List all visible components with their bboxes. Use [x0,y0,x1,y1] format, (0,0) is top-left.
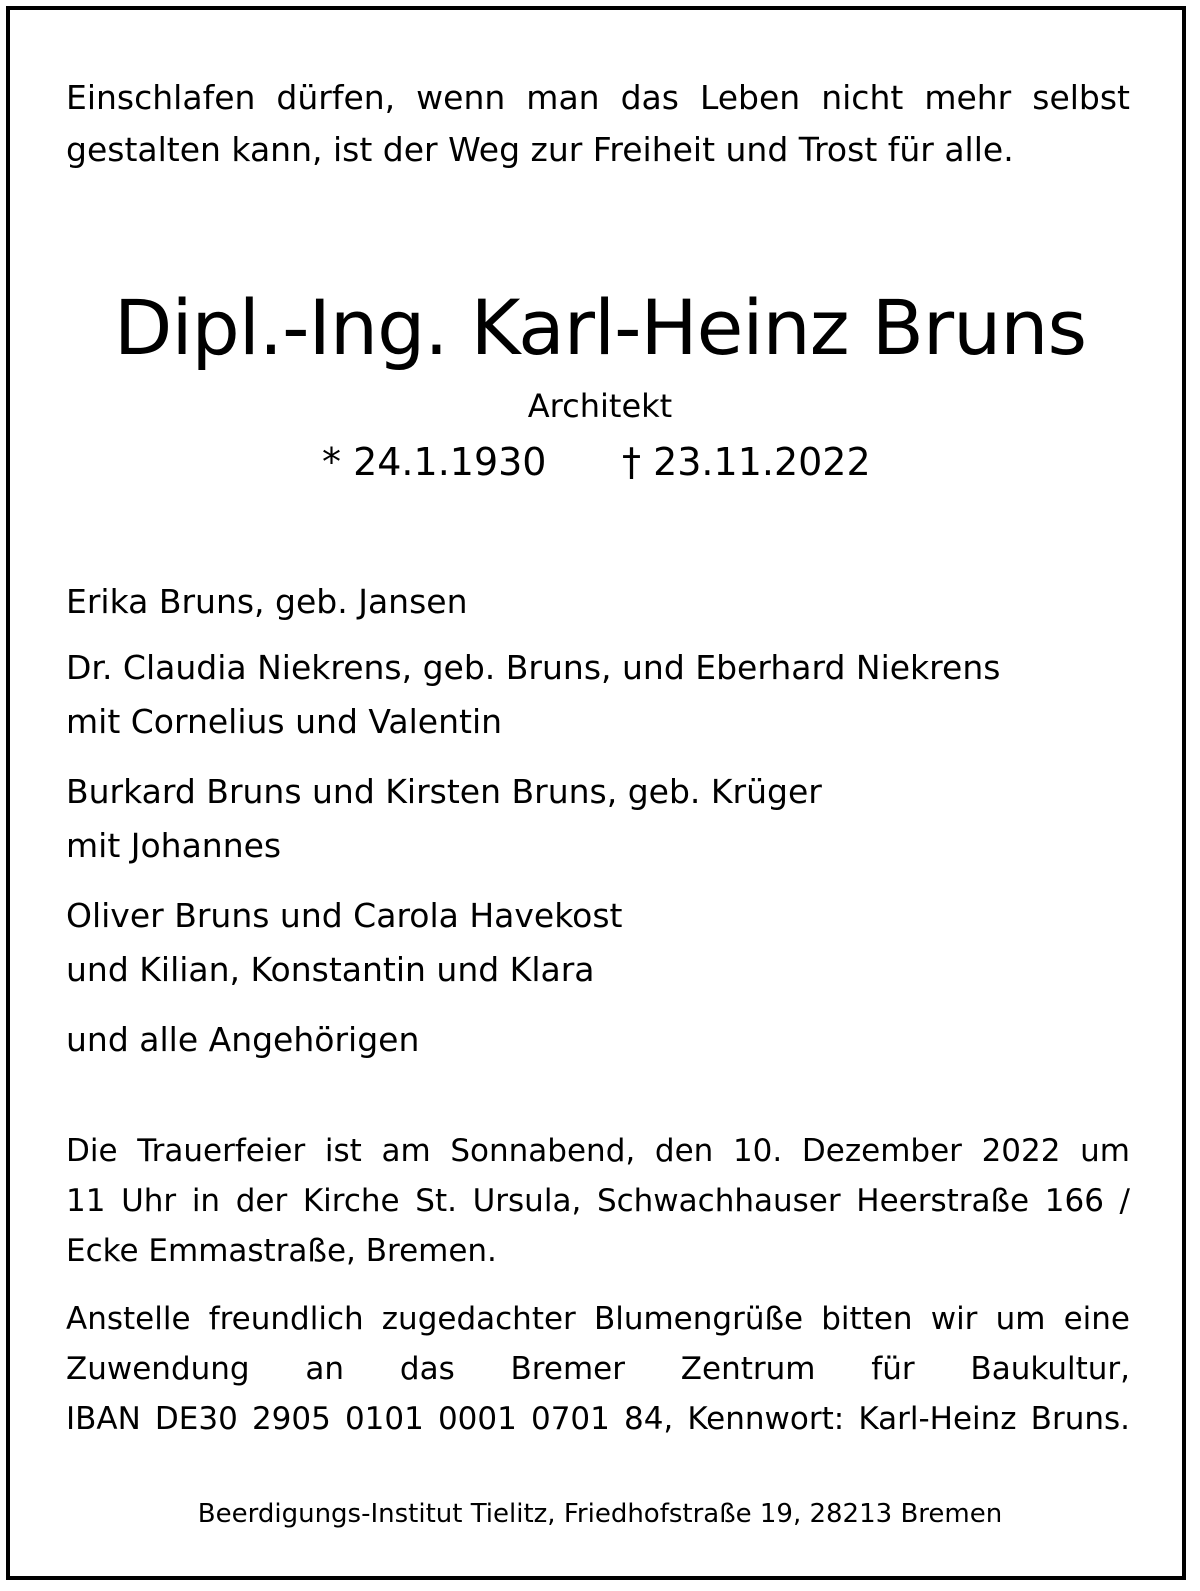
deceased-profession: Architekt [527,387,673,425]
mourner-line: mit Johannes [66,826,282,865]
mourner-line: Oliver Bruns und Carola Havekost [66,896,623,935]
funeral-line-3: Ecke Emmastraße, Bremen. [66,1233,497,1269]
birth-date: * 24.1.1930 [322,440,547,484]
donation-line-3: IBAN DE30 2905 0101 0001 0701 84, Kennwort: Karl-Heinz Bruns. [66,1401,1130,1437]
funeral-line-1: Die Trauerfeier ist am Sonnabend, den 10. Dezember 2022 um [66,1133,1130,1169]
undertaker-line: Beerdigungs-Institut Tielitz, Friedhofstraße 19, 28213 Bremen [197,1499,1003,1529]
death-date: † 23.11.2022 [622,440,871,484]
mourner-line: und alle Angehörigen [66,1020,420,1059]
donation-line-1: Anstelle freundlich zugedachter Blumengrüße bitten wir um eine [66,1301,1130,1337]
quote-line-1: Einschlafen dürfen, wenn man das Leben nicht mehr selbst [66,78,1130,117]
quote-line-2: gestalten kann, ist der Weg zur Freiheit und Trost für alle. [66,130,1014,169]
deceased-name: Dipl.-Ing. Karl-Heinz Bruns [113,283,1087,372]
donation-line-2: Zuwendung an das Bremer Zentrum für Baukultur, [66,1351,1130,1387]
mourner-line: mit Cornelius und Valentin [66,702,503,741]
mourner-line: und Kilian, Konstantin und Klara [66,950,595,989]
mourner-line: Burkard Bruns und Kirsten Bruns, geb. Krüger [66,772,822,811]
funeral-line-2: 11 Uhr in der Kirche St. Ursula, Schwachhauser Heerstraße 166 / [66,1183,1130,1219]
mourner-line: Erika Bruns, geb. Jansen [66,582,468,621]
mourner-line: Dr. Claudia Niekrens, geb. Bruns, und Eberhard Niekrens [66,648,1001,687]
